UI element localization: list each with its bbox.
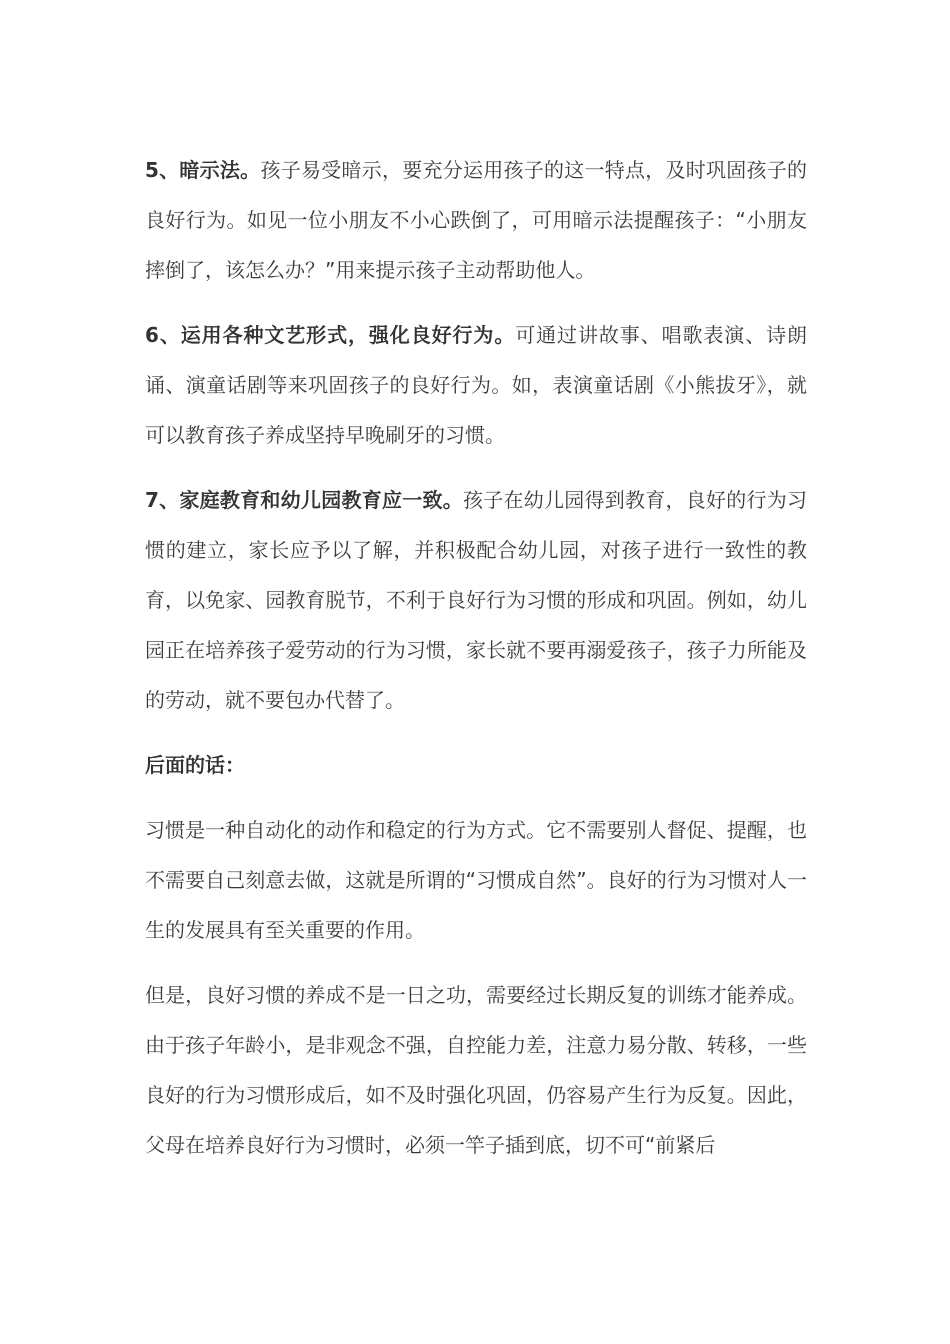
paragraph-text: 孩子在幼儿园得到教育，良好的行为习惯的建立，家长应予以了解，并积极配合幼儿园，对孩子进行一致性的教育，以免家、园教育脱节，不利于良好行为习惯的形成和巩固。例如，幼儿园正在培养孩子爱劳动的行为习惯，家长就不要再溺爱孩子，孩子力所能及的劳动，就不要包办代替了。 <box>145 488 808 712</box>
paragraph-lead: 6、运用各种文艺形式，强化良好行为。 <box>145 323 516 347</box>
paragraph-habit-definition <box>145 805 807 955</box>
paragraph-text: 但是，良好习惯的养成不是一日之功，需要经过长期反复的训练才能养成。由于孩子年龄小，是非观念不强，自控能力差，注意力易分散、转移，一些良好的行为习惯形成后，如不及时强化巩固，仍容易产生行为反复。因此，父母在培养良好行为习惯时，必须一竿子插到底，切不可“前紧后 <box>145 983 807 1157</box>
paragraph-lead: 7、家庭教育和幼儿园教育应一致。 <box>145 488 463 512</box>
paragraph-lead: 5、暗示法。 <box>145 158 261 182</box>
paragraph-text: 孩子易受暗示，要充分运用孩子的这一特点，及时巩固孩子的良好行为。如见一位小朋友不小心跌倒了，可用暗示法提醒孩子：“小朋友摔倒了，该怎么办？”用来提示孩子主动帮助他人。 <box>145 158 808 282</box>
paragraph-habit-formation <box>145 970 807 1170</box>
paragraph-text: 可通过讲故事、唱歌表演、诗朗诵、演童话剧等来巩固孩子的良好行为。如，表演童话剧《小熊拔牙》，就可以教育孩子养成坚持早晚刷牙的习惯。 <box>145 323 808 447</box>
paragraph-home-school-consistency <box>145 475 807 725</box>
paragraph-art-forms <box>145 310 807 460</box>
article-body <box>145 145 807 1185</box>
paragraph-suggestion-method <box>145 145 807 295</box>
paragraph-text: 习惯是一种自动化的动作和稳定的行为方式。它不需要别人督促、提醒，也不需要自己刻意去做，这就是所谓的“习惯成自然”。良好的行为习惯对人一生的发展具有至关重要的作用。 <box>145 818 807 942</box>
section-heading-afterword <box>145 740 807 790</box>
section-heading-text: 后面的话： <box>145 753 245 777</box>
